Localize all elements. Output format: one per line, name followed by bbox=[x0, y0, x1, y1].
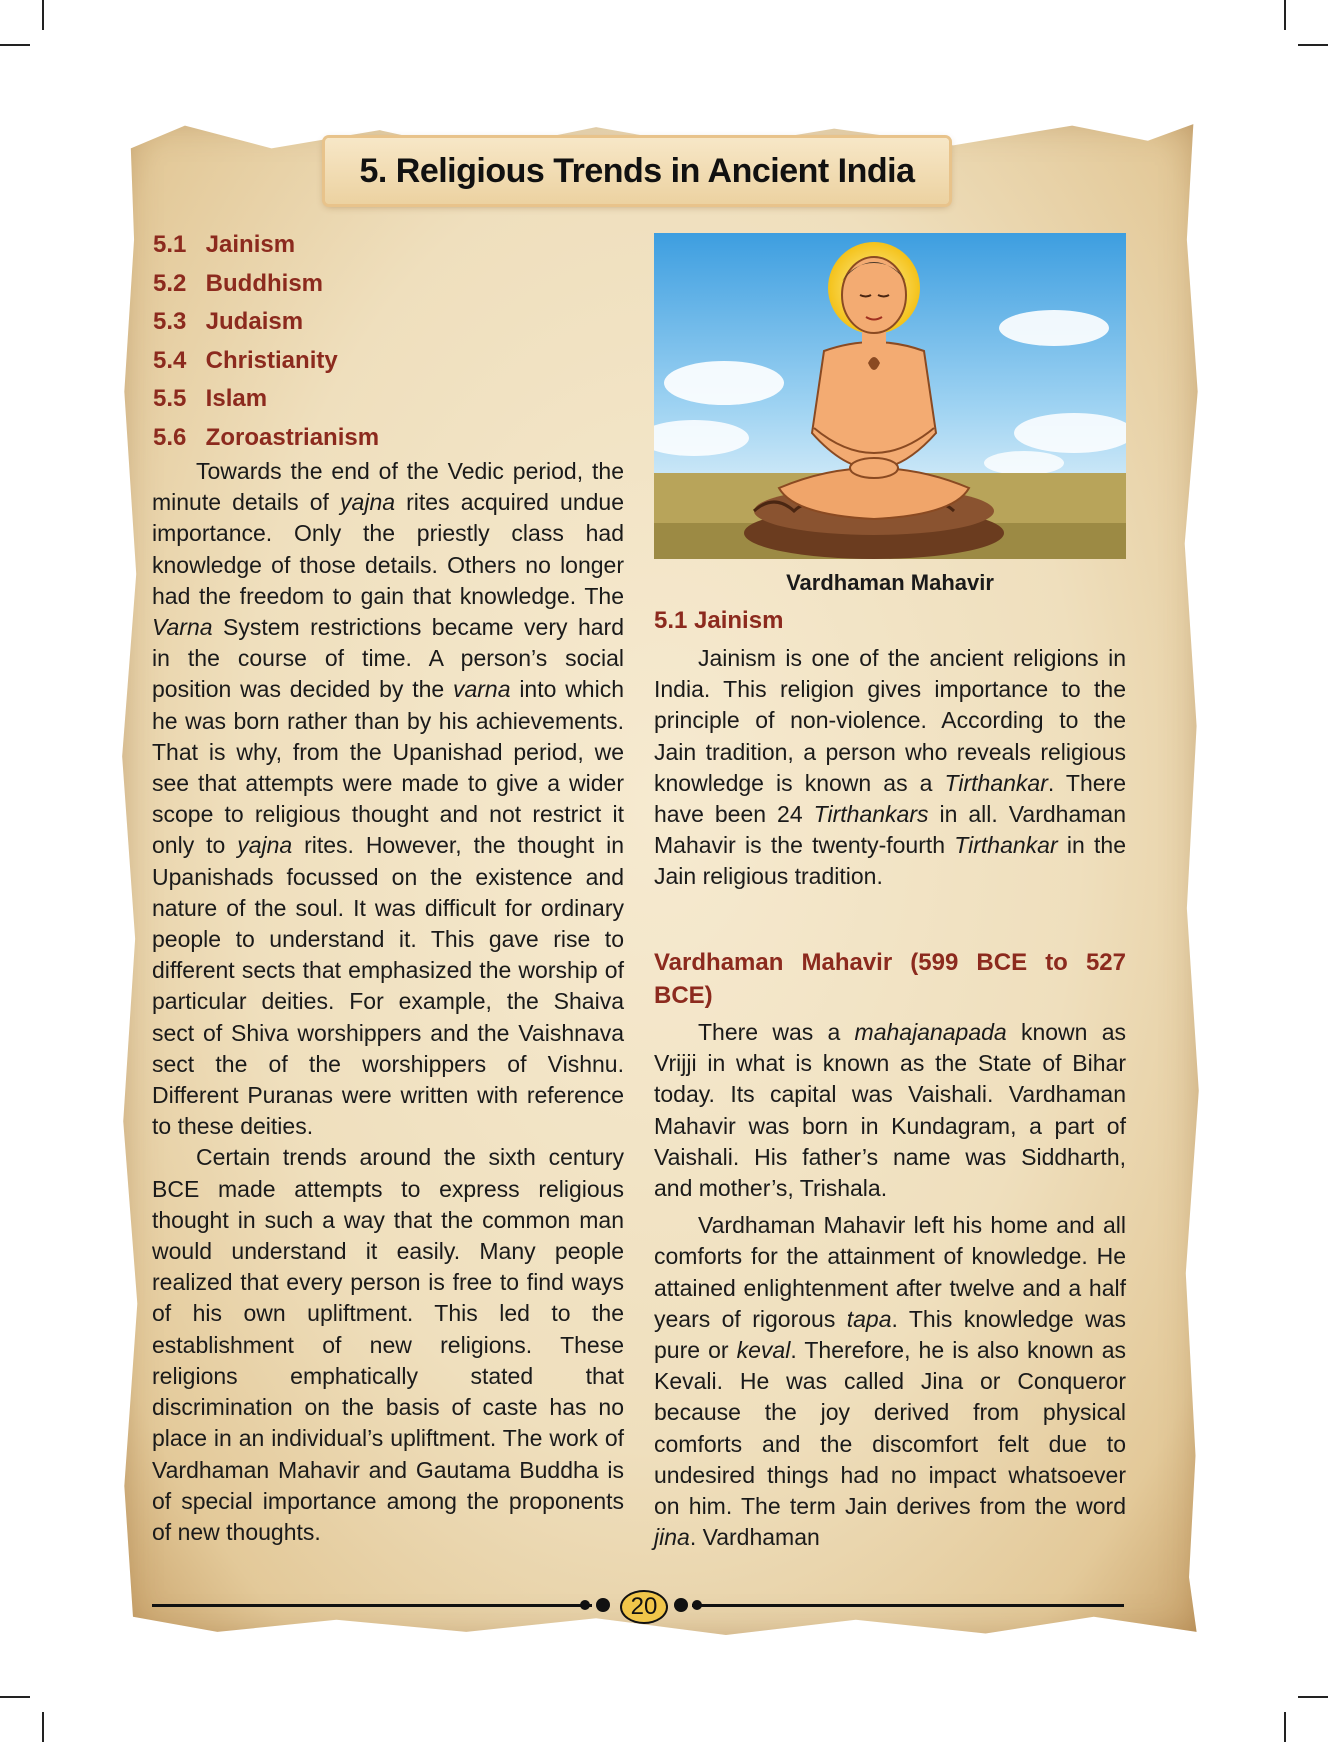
crop-mark bbox=[1298, 1696, 1328, 1698]
right-column-jainism bbox=[654, 643, 1126, 893]
footer-rule-left bbox=[152, 1604, 592, 1607]
ornament-dot bbox=[674, 1598, 688, 1612]
paragraph-jainism: Jainism is one of the ancient religions in India. This religion gives importance to the principle of non-violence. According to the Jain tradition, a person who reveals religious knowledge is known as a Tirthankar. There have been 24 Tirthankars in all. Vardhaman Mahavir is the twenty-fourth Tirthankar in the Jain religious tradition. bbox=[654, 645, 1126, 890]
paragraph-vedic: Towards the end of the Vedic period, the minute details of yajna rites acquired undue importance. Only the priestly class had knowledge of those details. Others no longer had the freedom to gain that knowledge. The Varna System restrictions became very hard in the course of time. A person’s social position was decided by the varna into which he was born rather than by his achievements. That is why, from the Upanishad period, we see that attempts were made to give a wider scope to religious thought and not restrict it only to yajna rites. However, the thought in Upanishads focussed on the existence and nature of the soul. It was difficult for ordinary people to understand it. This gave rise to different sects that emphasized the worship of particular deities. For example, the Shaiva sect of Shiva worshippers and the Vaishnava sect the of the worshippers of Vishnu. Different Puranas were written with reference to these deities. bbox=[152, 458, 625, 1140]
chapter-title: 5. Religious Trends in Ancient India bbox=[359, 151, 915, 190]
page-number: 20 bbox=[620, 1590, 668, 1624]
crop-mark bbox=[1298, 44, 1328, 46]
ornament-dot bbox=[692, 1600, 702, 1610]
footer-rule-right bbox=[692, 1604, 1124, 1607]
mahavir-illustration bbox=[654, 233, 1126, 559]
chapter-title-banner bbox=[325, 138, 949, 204]
section-item: 5.6 Zoroastrianism bbox=[153, 423, 380, 451]
section-heading-mahavir: Vardhaman Mahavir (599 BCE to 527 BCE) bbox=[654, 949, 1126, 1009]
ornament-dot bbox=[580, 1600, 590, 1610]
section-item: 5.4 Christianity bbox=[153, 346, 338, 374]
section-item: 5.2 Buddhism bbox=[153, 269, 323, 297]
figure-caption: Vardhaman Mahavir bbox=[786, 570, 994, 595]
left-column bbox=[152, 456, 624, 1548]
paragraph-enlightenment: Vardhaman Mahavir left his home and all comforts for the attainment of knowledge. He attained enlightenment after twelve and a half years of rigorous tapa. This knowledge was pure or keval. Therefore, he is also known as Kevali. He was called Jina or Conqueror because the joy derived from physical comforts and the discomfort felt due to undesired things had no impact whatsoever on him. The term Jain derives from the word jina. Vardhaman bbox=[654, 1212, 1126, 1551]
ornament-dot bbox=[596, 1598, 610, 1612]
section-item: 5.5 Islam bbox=[153, 385, 268, 412]
crop-mark bbox=[0, 44, 30, 46]
right-column-mahavir bbox=[654, 1017, 1126, 1553]
section-item: 5.1 Jainism bbox=[153, 231, 296, 258]
crop-mark bbox=[42, 0, 44, 30]
crop-mark bbox=[1284, 0, 1286, 30]
crop-mark bbox=[42, 1712, 44, 1742]
crop-mark bbox=[1284, 1712, 1286, 1742]
paragraph-mahajanapada: There was a mahajanapada known as Vrijji in what is known as the State of Bihar today. Its capital was Vaishali. Vardhaman Mahavir was born in Kundagram, a part of Vaishali. His father’s name was Siddharth, and mother’s, Trishala. bbox=[654, 1019, 1126, 1202]
crop-mark bbox=[0, 1696, 30, 1698]
section-heading-jainism: 5.1 Jainism bbox=[654, 607, 784, 634]
section-item: 5.3 Judaism bbox=[153, 308, 304, 335]
section-list bbox=[153, 226, 379, 457]
paragraph-sixth-century: Certain trends around the sixth century BCE made attempts to express religious thought in such a way that the common man would understand it easily. Many people realized that every person is free to find ways of his own upliftment. This led to the establishment of new religions. These religions emphatically stated that discrimination on the basis of caste has no place in an individual’s upliftment. The work of Vardhaman Mahavir and Gautama Buddha is of special importance among the proponents of new thoughts. bbox=[152, 1144, 624, 1545]
mahavir-figure bbox=[654, 233, 1126, 559]
